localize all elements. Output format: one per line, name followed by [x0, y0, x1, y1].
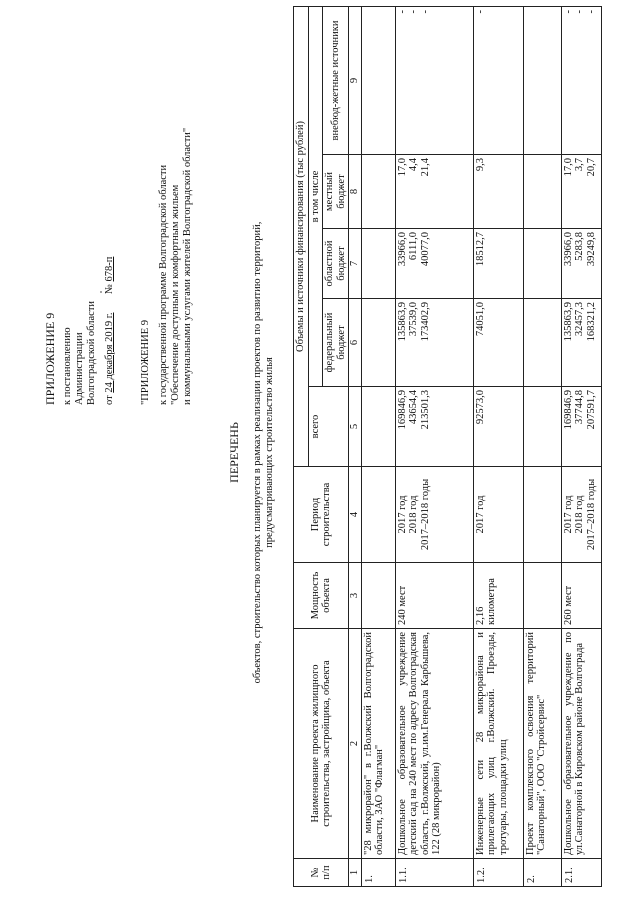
appendix-date-line — [104, 257, 116, 405]
row-total — [361, 387, 395, 467]
row-period: 2017 год 2018 год 2017–2018 годы — [561, 467, 601, 563]
col-number: 5 — [349, 387, 362, 467]
row-capacity: 2,16 километра — [473, 563, 523, 629]
table-row — [561, 6, 601, 886]
row-regional — [523, 229, 561, 299]
row-extrabudget: - — [473, 6, 523, 154]
doc-subtitle-line-2: предусматривающих строительство жилья — [264, 357, 275, 548]
row-extrabudget: - - - — [395, 6, 473, 154]
row-number: 2.1. — [561, 859, 601, 887]
inner-appendix-line: к государственной программе Волгоградской области — [158, 164, 169, 405]
appendix-line: к постановлению — [62, 327, 73, 405]
row-period — [523, 467, 561, 563]
row-total: 169846,9 37744,8 207591,7 — [561, 387, 601, 467]
row-number: 1.2. — [473, 859, 523, 887]
row-name: Дошкольное образовательное учреждение детский сад на 240 мест по адресу Волгоградская область, г.Волжский, ул.им.Генерала Карбышева, 122 (28 микрорайон) — [395, 629, 473, 859]
row-regional: 33966,0 5283,8 39249,8 — [561, 229, 601, 299]
row-extrabudget — [361, 6, 395, 154]
row-federal: 74051,0 — [473, 299, 523, 387]
row-regional: 33966,0 6111,0 40077,0 — [395, 229, 473, 299]
row-capacity: 260 мест — [561, 563, 601, 629]
col-header-extrabudget: внебюд-жетные источники — [323, 6, 349, 154]
row-federal — [523, 299, 561, 387]
doc-subtitle-line-1: объектов, строительство которых планируется в рамках реализации проектов по развитию территорий, — [252, 221, 263, 684]
appendix-line: Волгоградской области — [86, 300, 97, 405]
row-period: 2017 год 2018 год 2017–2018 годы — [395, 467, 473, 563]
row-local: 17,0 3,7 20,7 — [561, 155, 601, 229]
objects-table — [293, 6, 602, 887]
decree-date: 24 декабря 2019 г. — [104, 312, 115, 393]
row-capacity — [523, 563, 561, 629]
row-period — [361, 467, 395, 563]
col-number: 9 — [349, 6, 362, 154]
col-header-name: Наименование проекта жилищного строительства, застройщика, объекта — [294, 629, 349, 859]
row-local: 17,0 4,4 21,4 — [395, 155, 473, 229]
col-number: 8 — [349, 155, 362, 229]
row-federal: 135863,9 37539,0 173402,9 — [395, 299, 473, 387]
inner-appendix-line: "Обеспечение доступным и комфортным жильем — [170, 184, 181, 405]
row-local — [361, 155, 395, 229]
inner-appendix-block — [140, 128, 194, 405]
inner-appendix-line: и коммунальными услугами жителей Волгоградской области" — [182, 127, 193, 405]
table-row — [523, 6, 561, 886]
row-regional: 18512,7 — [473, 229, 523, 299]
number-prefix: № — [104, 284, 115, 295]
row-name: Проект комплексного освоения территорий "Санаторный", ООО "Стройсервис" — [523, 629, 561, 859]
col-header-period: Период строительства — [294, 467, 349, 563]
row-local: 9,3 — [473, 155, 523, 229]
date-prefix: от — [104, 395, 115, 405]
row-capacity — [361, 563, 395, 629]
col-header-including: в том числе — [308, 6, 323, 386]
row-federal — [361, 299, 395, 387]
row-number: 2. — [523, 859, 561, 887]
col-number: 3 — [349, 563, 362, 629]
row-extrabudget: - - - — [561, 6, 601, 154]
scan-speck — [100, 291, 102, 293]
col-header-federal: федеральный бюджет — [323, 299, 349, 387]
col-header-num: № п/п — [294, 859, 349, 887]
row-local — [523, 155, 561, 229]
col-number: 7 — [349, 229, 362, 299]
col-header-local: местный бюджет — [323, 155, 349, 229]
row-total: 92573,0 — [473, 387, 523, 467]
table-row — [473, 6, 523, 886]
col-header-funding: Объемы и источники финансирования (тыс рублей) — [294, 6, 309, 466]
table-row — [395, 6, 473, 886]
row-name: Дошкольное образовательное учреждение по ул.Санаторной в Кировском районе Волгограда — [561, 629, 601, 859]
doc-title: ПЕРЕЧЕНЬ — [227, 422, 241, 483]
row-total — [523, 387, 561, 467]
col-number: 6 — [349, 299, 362, 387]
inner-appendix-title: "ПРИЛОЖЕНИЕ 9 — [140, 319, 151, 405]
col-header-capacity: Мощность объекта — [294, 563, 349, 629]
row-regional — [361, 229, 395, 299]
row-total: 169846,9 43654,4 213501,3 — [395, 387, 473, 467]
appendix-line: Администрации — [74, 332, 85, 405]
appendix-title: ПРИЛОЖЕНИЕ 9 — [43, 312, 57, 405]
col-number: 1 — [349, 859, 362, 887]
col-header-total: всего — [308, 387, 349, 467]
row-name: "28 микрорайон" в г.Волжский Волгоградской области, ЗАО "Флагман" — [361, 629, 395, 859]
row-capacity: 240 мест — [395, 563, 473, 629]
table-row — [361, 6, 395, 886]
decree-number: 678-п — [104, 256, 115, 282]
col-number: 2 — [349, 629, 362, 859]
row-name: Инженерные сети 28 микрорайона и прилегающих улиц г.Волжский. Проезды, тротуары, площадки улиц — [473, 629, 523, 859]
row-number: 1.1. — [395, 859, 473, 887]
row-extrabudget — [523, 6, 561, 154]
row-federal: 135863,9 32457,3 168321,2 — [561, 299, 601, 387]
row-number: 1. — [361, 859, 395, 887]
appendix-block — [44, 257, 116, 405]
col-number: 4 — [349, 467, 362, 563]
col-header-regional: областной бюджет — [323, 229, 349, 299]
row-period: 2017 год — [473, 467, 523, 563]
